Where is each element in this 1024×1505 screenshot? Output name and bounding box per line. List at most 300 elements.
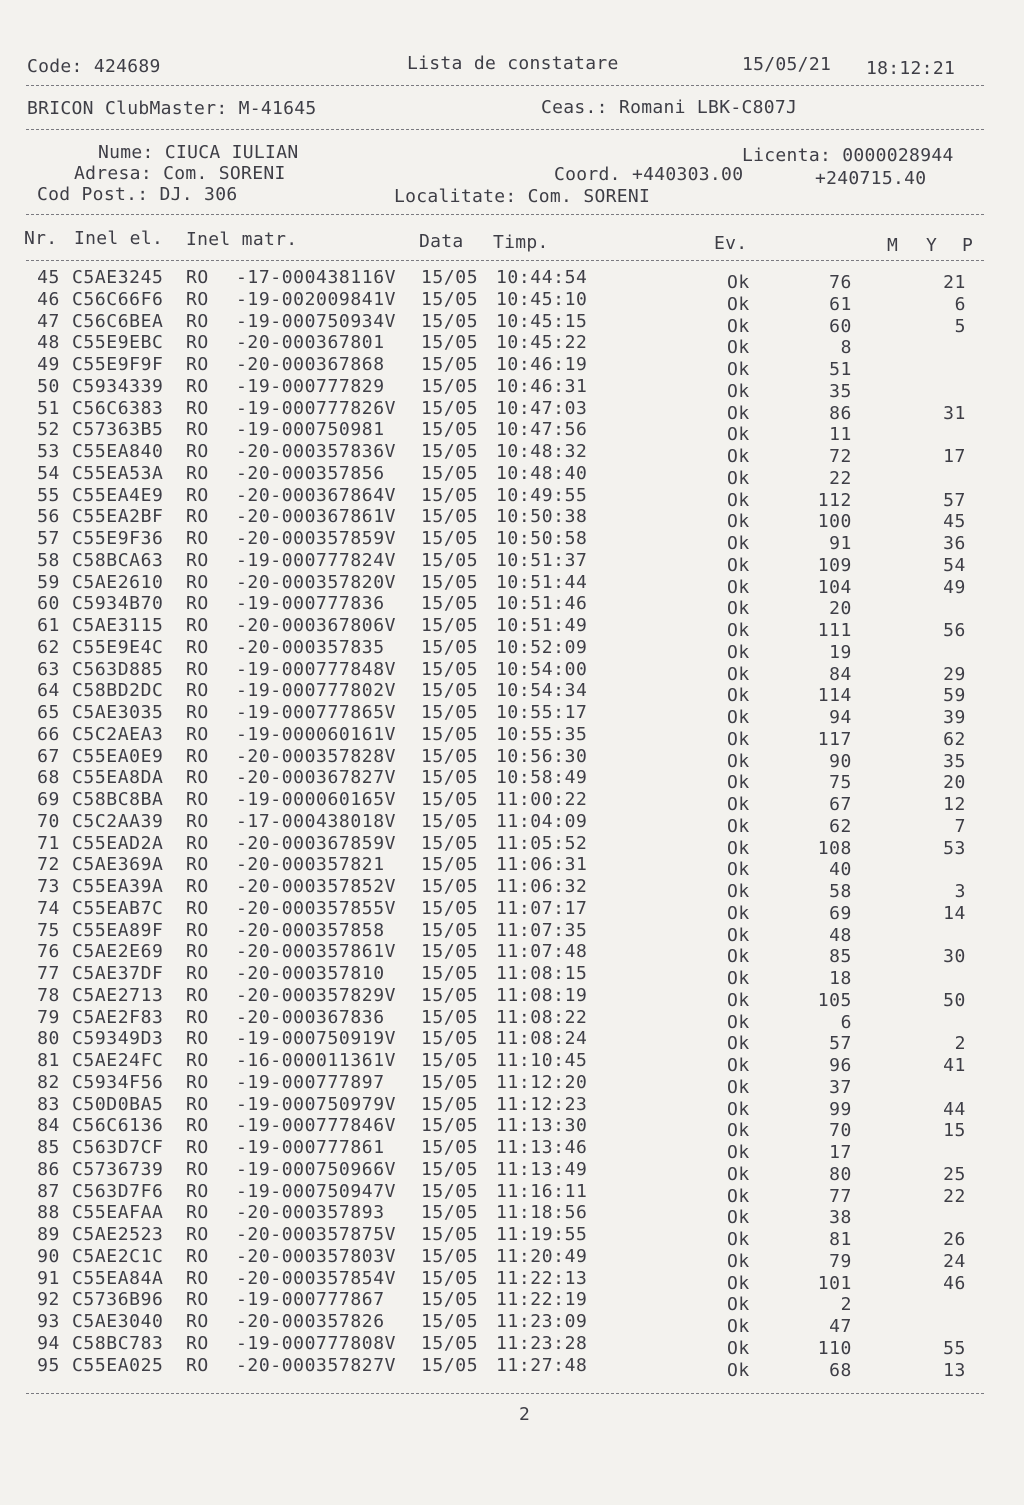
table-row xyxy=(0,484,1024,511)
table-row xyxy=(0,789,1024,815)
country-code: RO xyxy=(186,1311,209,1332)
table-row xyxy=(0,615,1024,641)
country-code: RO xyxy=(186,702,209,723)
value-m: 51 xyxy=(829,359,852,380)
country-code: RO xyxy=(186,1267,209,1289)
event-status: Ok xyxy=(727,1163,750,1185)
arrival-date: 15/05 xyxy=(421,1180,479,1202)
arrival-date: 15/05 xyxy=(421,1224,479,1245)
row-number: 84 xyxy=(37,1115,60,1137)
arrival-date: 15/05 xyxy=(421,919,479,941)
value-p: 26 xyxy=(943,1229,966,1250)
arrival-time: 11:13:30 xyxy=(496,1115,588,1137)
row-number: 67 xyxy=(37,745,60,767)
value-m: 20 xyxy=(829,598,852,620)
row-number: 83 xyxy=(37,1093,60,1115)
row-number: 93 xyxy=(37,1311,60,1332)
ring-serial: -20-000357859V xyxy=(236,528,397,549)
table-row xyxy=(0,658,1024,685)
arrival-date: 15/05 xyxy=(421,615,479,636)
country-code: RO xyxy=(186,1028,209,1050)
event-status: Ok xyxy=(727,598,750,620)
electronic-ring-id: C56C66F6 xyxy=(72,288,164,310)
ring-serial: -19-000750919V xyxy=(236,1028,397,1050)
ring-serial: -19-000777802V xyxy=(236,680,397,702)
value-p: 17 xyxy=(943,446,966,467)
arrival-date: 15/05 xyxy=(421,484,479,506)
event-status: Ok xyxy=(727,685,750,707)
ring-serial: -19-000750981 xyxy=(236,419,385,441)
arrival-time: 10:51:49 xyxy=(496,615,588,636)
table-row xyxy=(0,680,1024,707)
country-code: RO xyxy=(186,832,209,854)
event-status: Ok xyxy=(727,794,750,815)
arrival-time: 11:08:15 xyxy=(496,963,588,984)
country-code: RO xyxy=(186,506,209,528)
country-code: RO xyxy=(186,1158,209,1180)
value-p: 20 xyxy=(943,772,966,794)
row-number: 64 xyxy=(37,680,60,702)
event-status: Ok xyxy=(727,902,750,924)
row-number: 89 xyxy=(37,1224,60,1245)
ring-serial: -19-000750934V xyxy=(236,310,397,332)
row-number: 63 xyxy=(37,658,60,680)
value-m: 69 xyxy=(829,902,852,924)
electronic-ring-id: C55EA8DA xyxy=(72,767,164,789)
value-p: 55 xyxy=(943,1337,966,1359)
row-number: 92 xyxy=(37,1289,60,1311)
event-status: Ok xyxy=(727,620,750,641)
row-number: 45 xyxy=(37,267,60,288)
table-row xyxy=(0,767,1024,794)
electronic-ring-id: C56C6BEA xyxy=(72,310,164,332)
arrival-time: 11:07:35 xyxy=(496,919,588,941)
ring-serial: -20-000357836V xyxy=(236,441,397,462)
row-number: 51 xyxy=(37,397,60,419)
row-number: 79 xyxy=(37,1006,60,1028)
electronic-ring-id: C5C2AA39 xyxy=(72,810,164,832)
row-number: 80 xyxy=(37,1028,60,1050)
table-row xyxy=(0,288,1024,315)
arrival-date: 15/05 xyxy=(421,723,479,745)
arrival-date: 15/05 xyxy=(421,397,479,419)
value-p: 35 xyxy=(943,750,966,772)
value-m: 70 xyxy=(829,1120,852,1142)
row-number: 91 xyxy=(37,1267,60,1289)
table-row xyxy=(0,1050,1024,1076)
page-number: 2 xyxy=(519,1404,531,1425)
arrival-time: 10:47:03 xyxy=(496,397,588,419)
arrival-time: 10:51:37 xyxy=(496,549,588,571)
column-inel-el: Inel el. xyxy=(74,228,164,249)
electronic-ring-id: C55E9F9F xyxy=(72,354,164,375)
country-code: RO xyxy=(186,462,209,484)
event-status: Ok xyxy=(727,511,750,533)
arrival-time: 10:58:49 xyxy=(496,767,588,789)
value-p: 3 xyxy=(954,881,966,902)
country-code: RO xyxy=(186,1071,209,1093)
ring-serial: -20-000367859V xyxy=(236,832,397,854)
arrival-date: 15/05 xyxy=(421,963,479,984)
value-p: 24 xyxy=(943,1250,966,1272)
arrival-time: 10:52:09 xyxy=(496,636,588,658)
column-nr: Nr. xyxy=(24,228,58,249)
value-m: 105 xyxy=(817,989,852,1011)
value-m: 108 xyxy=(817,837,852,859)
row-number: 55 xyxy=(37,484,60,506)
row-number: 75 xyxy=(37,919,60,941)
ring-serial: -17-000438018V xyxy=(236,810,397,832)
row-number: 73 xyxy=(37,876,60,897)
ring-serial: -20-000367806V xyxy=(236,615,397,636)
event-status: Ok xyxy=(727,1033,750,1055)
ring-serial: -20-000357875V xyxy=(236,1224,397,1245)
table-row xyxy=(0,1354,1024,1381)
arrival-date: 15/05 xyxy=(421,267,479,288)
country-code: RO xyxy=(186,984,209,1006)
value-p: 7 xyxy=(954,815,966,837)
ring-serial: -20-000357803V xyxy=(236,1245,397,1267)
event-status: Ok xyxy=(727,1185,750,1207)
arrival-time: 11:00:22 xyxy=(496,789,588,810)
value-m: 77 xyxy=(829,1185,852,1207)
column-y: Y xyxy=(926,235,938,256)
arrival-date: 15/05 xyxy=(421,506,479,528)
row-number: 69 xyxy=(37,789,60,810)
arrival-time: 11:10:45 xyxy=(496,1050,588,1071)
table-row xyxy=(0,832,1024,859)
ring-serial: -20-000367861V xyxy=(236,506,397,528)
value-m: 91 xyxy=(829,533,852,554)
value-m: 61 xyxy=(829,293,852,315)
arrival-time: 10:56:30 xyxy=(496,745,588,767)
value-m: 48 xyxy=(829,924,852,946)
table-row xyxy=(0,1202,1024,1229)
arrival-time: 11:04:09 xyxy=(496,810,588,832)
table-row xyxy=(0,702,1024,728)
value-m: 110 xyxy=(817,1337,852,1359)
country-code: RO xyxy=(186,680,209,702)
table-row xyxy=(0,876,1024,902)
table-row xyxy=(0,419,1024,446)
event-status: Ok xyxy=(727,750,750,772)
electronic-ring-id: C5AE2E69 xyxy=(72,941,164,963)
ring-serial: -20-000357820V xyxy=(236,571,397,593)
value-p: 59 xyxy=(943,685,966,707)
ring-serial: -20-000367836 xyxy=(236,1006,385,1028)
ring-serial: -20-000367827V xyxy=(236,767,397,789)
arrival-date: 15/05 xyxy=(421,1311,479,1332)
electronic-ring-id: C5934339 xyxy=(72,375,164,397)
arrival-date: 15/05 xyxy=(421,1245,479,1267)
value-m: 117 xyxy=(817,728,852,750)
ring-serial: -19-000777846V xyxy=(236,1115,397,1137)
event-status: Ok xyxy=(727,380,750,402)
value-p: 30 xyxy=(943,946,966,968)
table-row xyxy=(0,1028,1024,1055)
country-code: RO xyxy=(186,1180,209,1202)
ring-serial: -19-000750979V xyxy=(236,1093,397,1115)
event-status: Ok xyxy=(727,1250,750,1272)
value-m: 72 xyxy=(829,446,852,467)
value-m: 90 xyxy=(829,750,852,772)
event-status: Ok xyxy=(727,554,750,576)
value-p: 53 xyxy=(943,837,966,859)
value-p: 41 xyxy=(943,1055,966,1076)
arrival-time: 10:45:10 xyxy=(496,288,588,310)
electronic-ring-id: C55EAD2A xyxy=(72,832,164,854)
ring-serial: -20-000357810 xyxy=(236,963,385,984)
event-status: Ok xyxy=(727,315,750,337)
row-number: 52 xyxy=(37,419,60,441)
event-status: Ok xyxy=(727,881,750,902)
ring-serial: -20-000357855V xyxy=(236,897,397,919)
country-code: RO xyxy=(186,441,209,462)
event-status: Ok xyxy=(727,359,750,380)
row-number: 53 xyxy=(37,441,60,462)
country-code: RO xyxy=(186,288,209,310)
ring-serial: -16-000011361V xyxy=(236,1050,397,1071)
table-row xyxy=(0,267,1024,293)
table-row xyxy=(0,506,1024,533)
separator-line xyxy=(26,214,984,215)
event-status: Ok xyxy=(727,772,750,794)
electronic-ring-id: C5AE3115 xyxy=(72,615,164,636)
row-number: 72 xyxy=(37,854,60,876)
value-m: 57 xyxy=(829,1033,852,1055)
row-number: 77 xyxy=(37,963,60,984)
value-m: 40 xyxy=(829,859,852,881)
electronic-ring-id: C55E9EBC xyxy=(72,332,164,354)
value-m: 104 xyxy=(817,576,852,598)
row-number: 57 xyxy=(37,528,60,549)
electronic-ring-id: C55E9F36 xyxy=(72,528,164,549)
row-number: 60 xyxy=(37,593,60,615)
country-code: RO xyxy=(186,419,209,441)
electronic-ring-id: C57363B5 xyxy=(72,419,164,441)
value-m: 76 xyxy=(829,272,852,293)
arrival-date: 15/05 xyxy=(421,441,479,462)
row-number: 66 xyxy=(37,723,60,745)
row-number: 74 xyxy=(37,897,60,919)
arrival-date: 15/05 xyxy=(421,375,479,397)
value-m: 2 xyxy=(840,1294,852,1316)
table-row xyxy=(0,462,1024,489)
value-m: 79 xyxy=(829,1250,852,1272)
ring-serial: -19-000777867 xyxy=(236,1289,385,1311)
country-code: RO xyxy=(186,1006,209,1028)
row-number: 94 xyxy=(37,1332,60,1354)
country-code: RO xyxy=(186,963,209,984)
table-row xyxy=(0,745,1024,772)
electronic-ring-id: C55EA2BF xyxy=(72,506,164,528)
event-status: Ok xyxy=(727,1120,750,1142)
arrival-time: 10:48:40 xyxy=(496,462,588,484)
value-p: 46 xyxy=(943,1272,966,1294)
row-number: 58 xyxy=(37,549,60,571)
value-p: 50 xyxy=(943,989,966,1011)
country-code: RO xyxy=(186,1224,209,1245)
event-status: Ok xyxy=(727,707,750,728)
electronic-ring-id: C55EA4E9 xyxy=(72,484,164,506)
event-status: Ok xyxy=(727,663,750,685)
country-code: RO xyxy=(186,658,209,680)
value-m: 37 xyxy=(829,1076,852,1098)
electronic-ring-id: C5AE24FC xyxy=(72,1050,164,1071)
value-p: 54 xyxy=(943,554,966,576)
event-status: Ok xyxy=(727,1076,750,1098)
value-m: 112 xyxy=(817,489,852,511)
arrival-time: 10:50:58 xyxy=(496,528,588,549)
event-status: Ok xyxy=(727,1011,750,1033)
electronic-ring-id: C5AE2F83 xyxy=(72,1006,164,1028)
event-status: Ok xyxy=(727,1294,750,1316)
value-m: 67 xyxy=(829,794,852,815)
ring-serial: -20-000367801 xyxy=(236,332,385,354)
country-code: RO xyxy=(186,854,209,876)
country-code: RO xyxy=(186,767,209,789)
value-m: 60 xyxy=(829,315,852,337)
arrival-date: 15/05 xyxy=(421,462,479,484)
value-m: 35 xyxy=(829,380,852,402)
electronic-ring-id: C55E9E4C xyxy=(72,636,164,658)
country-code: RO xyxy=(186,375,209,397)
arrival-date: 15/05 xyxy=(421,1028,479,1050)
value-m: 84 xyxy=(829,663,852,685)
ring-serial: -20-000357827V xyxy=(236,1354,397,1376)
value-m: 47 xyxy=(829,1316,852,1337)
table-row xyxy=(0,528,1024,554)
event-status: Ok xyxy=(727,1142,750,1163)
event-status: Ok xyxy=(727,1272,750,1294)
country-code: RO xyxy=(186,1332,209,1354)
electronic-ring-id: C58BC783 xyxy=(72,1332,164,1354)
event-status: Ok xyxy=(727,467,750,489)
ring-serial: -19-000750947V xyxy=(236,1180,397,1202)
ring-serial: -19-002009841V xyxy=(236,288,397,310)
arrival-time: 11:22:13 xyxy=(496,1267,588,1289)
separator-line xyxy=(26,129,984,130)
row-number: 59 xyxy=(37,571,60,593)
value-m: 68 xyxy=(829,1359,852,1381)
arrival-time: 10:50:38 xyxy=(496,506,588,528)
ring-serial: -17-000438116V xyxy=(236,267,397,288)
electronic-ring-id: C55EA39A xyxy=(72,876,164,897)
event-status: Ok xyxy=(727,859,750,881)
value-m: 94 xyxy=(829,707,852,728)
arrival-date: 15/05 xyxy=(421,897,479,919)
coordinates-second: +240715.40 xyxy=(815,168,927,189)
table-row xyxy=(0,984,1024,1011)
row-number: 48 xyxy=(37,332,60,354)
value-p: 14 xyxy=(943,902,966,924)
arrival-time: 11:23:28 xyxy=(496,1332,588,1354)
arrival-time: 11:13:49 xyxy=(496,1158,588,1180)
table-row xyxy=(0,375,1024,402)
electronic-ring-id: C563D7F6 xyxy=(72,1180,164,1202)
arrival-date: 15/05 xyxy=(421,854,479,876)
arrival-time: 11:08:24 xyxy=(496,1028,588,1050)
row-number: 56 xyxy=(37,506,60,528)
country-code: RO xyxy=(186,310,209,332)
arrival-time: 11:23:09 xyxy=(496,1311,588,1332)
arrival-date: 15/05 xyxy=(421,745,479,767)
value-m: 19 xyxy=(829,641,852,663)
license-number: Licenta: 0000028944 xyxy=(742,145,954,166)
value-m: 18 xyxy=(829,968,852,989)
arrival-time: 11:13:46 xyxy=(496,1137,588,1158)
value-p: 2 xyxy=(954,1033,966,1055)
arrival-date: 15/05 xyxy=(421,1115,479,1137)
electronic-ring-id: C563D885 xyxy=(72,658,164,680)
arrival-date: 15/05 xyxy=(421,636,479,658)
value-m: 62 xyxy=(829,815,852,837)
arrival-date: 15/05 xyxy=(421,789,479,810)
arrival-date: 15/05 xyxy=(421,593,479,615)
value-m: 111 xyxy=(817,620,852,641)
ring-serial: -20-000367864V xyxy=(236,484,397,506)
row-number: 85 xyxy=(37,1137,60,1158)
value-m: 96 xyxy=(829,1055,852,1076)
event-status: Ok xyxy=(727,989,750,1011)
ring-serial: -19-000750966V xyxy=(236,1158,397,1180)
value-p: 36 xyxy=(943,533,966,554)
electronic-ring-id: C5AE37DF xyxy=(72,963,164,984)
row-number: 46 xyxy=(37,288,60,310)
table-row xyxy=(0,919,1024,946)
arrival-time: 10:45:15 xyxy=(496,310,588,332)
row-number: 50 xyxy=(37,375,60,397)
country-code: RO xyxy=(186,332,209,354)
arrival-date: 15/05 xyxy=(421,832,479,854)
value-m: 109 xyxy=(817,554,852,576)
address-label: Adresa: Com. SORENI xyxy=(74,163,286,184)
event-status: Ok xyxy=(727,924,750,946)
event-status: Ok xyxy=(727,1359,750,1381)
value-m: 58 xyxy=(829,881,852,902)
arrival-time: 11:12:20 xyxy=(496,1071,588,1093)
row-number: 68 xyxy=(37,767,60,789)
locality-label: Localitate: Com. SORENI xyxy=(394,186,651,207)
arrival-date: 15/05 xyxy=(421,528,479,549)
table-row xyxy=(0,1115,1024,1142)
table-row xyxy=(0,1180,1024,1207)
country-code: RO xyxy=(186,571,209,593)
electronic-ring-id: C55EA0E9 xyxy=(72,745,164,767)
code-label: Code: 424689 xyxy=(27,56,161,77)
arrival-time: 11:08:19 xyxy=(496,984,588,1006)
table-row xyxy=(0,1071,1024,1098)
value-p: 13 xyxy=(943,1359,966,1381)
country-code: RO xyxy=(186,1137,209,1158)
arrival-date: 15/05 xyxy=(421,310,479,332)
arrival-time: 11:06:31 xyxy=(496,854,588,876)
country-code: RO xyxy=(186,1245,209,1267)
value-m: 86 xyxy=(829,402,852,424)
ring-serial: -19-000777865V xyxy=(236,702,397,723)
clock-label: Ceas.: Romani LBK-C807J xyxy=(541,97,798,118)
value-m: 6 xyxy=(840,1011,852,1033)
table-row xyxy=(0,1224,1024,1250)
event-status: Ok xyxy=(727,1229,750,1250)
row-number: 78 xyxy=(37,984,60,1006)
event-status: Ok xyxy=(727,1098,750,1120)
table-row xyxy=(0,332,1024,359)
electronic-ring-id: C5AE369A xyxy=(72,854,164,876)
table-row xyxy=(0,897,1024,924)
event-status: Ok xyxy=(727,576,750,598)
document-title: Lista de constatare xyxy=(407,53,619,74)
